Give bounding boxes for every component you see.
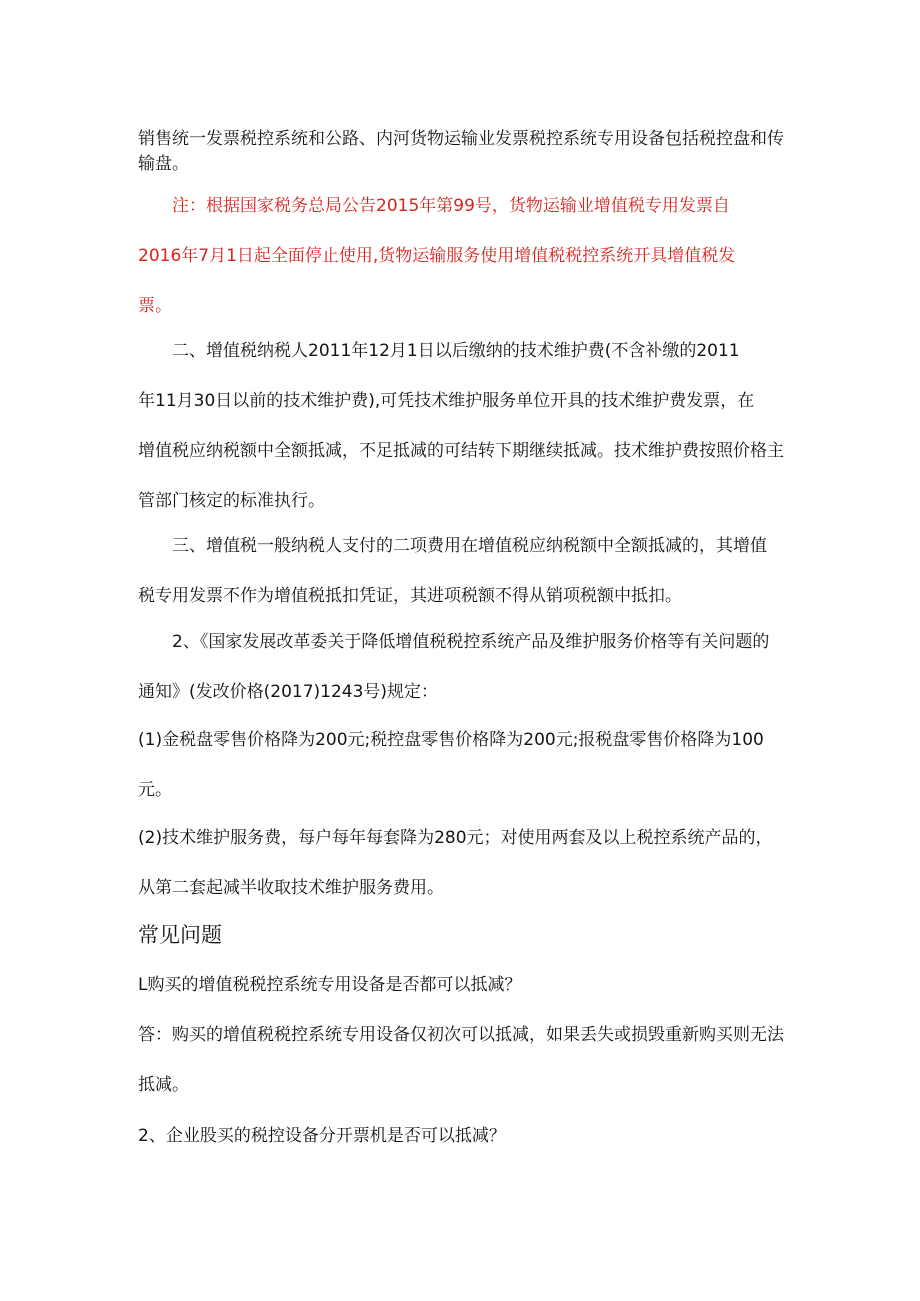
- rule-two-line-2: 从第二套起减半收取技术维护服务费用。: [138, 878, 444, 898]
- faq-heading: 常见问题: [138, 923, 222, 947]
- notice-paragraph: [138, 617, 788, 717]
- note-paragraph: [138, 181, 788, 331]
- faq-question-2: 2、企业股买的税控设备分开票机是否可以抵减？: [138, 1126, 506, 1146]
- item-two-line-2: 年11月30日以前的技术维护费),可凭技术维护服务单位开具的技术维护费发票，在: [138, 391, 755, 411]
- item-two-line-1: 二、增值税纳税人2011年12月1日以后缴纳的技术维护费(不含补缴的2011: [172, 341, 740, 361]
- note-line-2: 2016年7月1日起全面停止使用,货物运输服务使用增值税税控系统开具增值税发: [138, 246, 736, 266]
- item-three-line-1: 三、增值税一般纳税人支付的二项费用在增值税应纳税额中全额抵减的，其增值: [172, 536, 767, 556]
- faq-answer-1-line-2: 抵减。: [138, 1075, 189, 1095]
- item-two-paragraph: [138, 326, 788, 526]
- notice-line-1: 2、《国家发展改革委关于降低增值税税控系统产品及维护服务价格等有关问题的: [172, 632, 770, 652]
- faq-question-1: L购买的增值税税控系统专用设备是否都可以抵减？: [138, 975, 522, 995]
- rule-one-line-1: (1)金税盘零售价格降为200元;税控盘零售价格降为200元;报税盘零售价格降为100: [138, 730, 764, 750]
- note-line-1: 注：根据国家税务总局公告2015年第99号，货物运输业增值税专用发票自: [172, 196, 730, 216]
- item-two-line-4: 管部门核定的标准执行。: [138, 491, 325, 511]
- faq-answer-1-line-1: 答：购买的增值税税控系统专用设备仅初次可以抵减，如果丢失或损毁重新购买则无法: [138, 1025, 784, 1045]
- item-three-paragraph: [138, 521, 788, 621]
- notice-line-2: 通知》(发改价格(2017)1243号)规定：: [138, 682, 439, 702]
- rule-one-line-2: 元。: [138, 780, 172, 800]
- faq-answer-1: [138, 1010, 788, 1110]
- intro-line-2: 输盘。: [138, 154, 189, 174]
- intro-line-1: 销售统一发票税控系统和公路、内河货物运输业发票税控系统专用设备包括税控盘和传: [138, 129, 784, 149]
- intro-paragraph: [138, 127, 788, 177]
- item-two-line-3: 增值税应纳税额中全额抵减，不足抵减的可结转下期继续抵减。技术维护费按照价格主: [138, 441, 784, 461]
- note-line-3: 票。: [138, 296, 172, 316]
- rule-two-line-1: (2)技术维护服务费，每户每年每套降为280元；对使用两套及以上税控系统产品的，: [138, 828, 773, 848]
- rule-one-paragraph: [138, 715, 788, 815]
- item-three-line-2: 税专用发票不作为增值税抵扣凭证，其进项税额不得从销项税额中抵扣。: [138, 586, 682, 606]
- rule-two-paragraph: [138, 813, 788, 913]
